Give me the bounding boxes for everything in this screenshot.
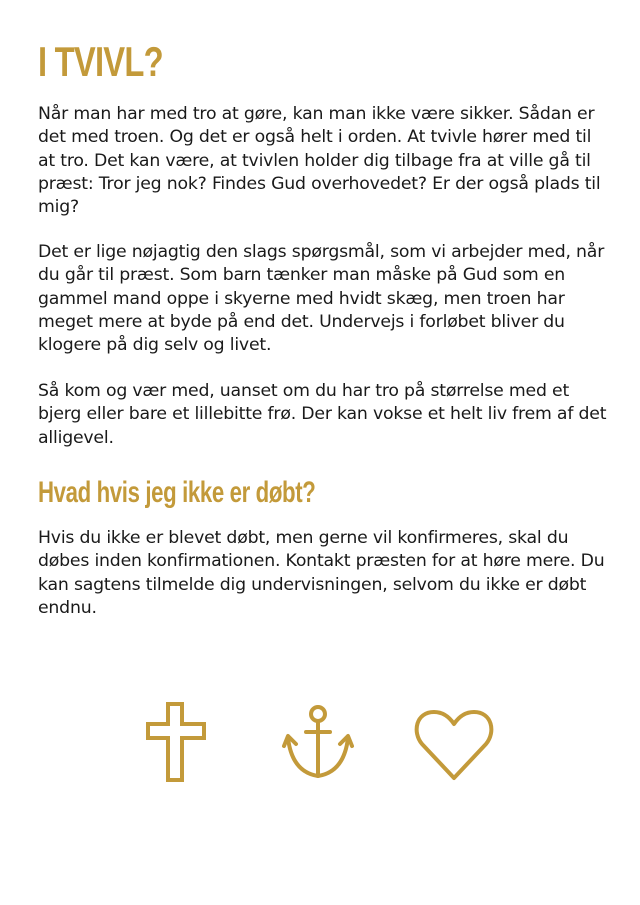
heart-icon <box>412 700 496 784</box>
anchor-icon <box>276 700 360 784</box>
paragraph-baptism: Hvis du ikke er blevet døbt, men gerne vil konfirmeres, skal du døbes inden konfirmationen. Kontakt præsten for at høre mere. Du kan sagtens tilmelde dig undervisningen, selvom du ikke er døbt endnu. <box>38 528 605 618</box>
paragraph-doubt-intro: Når man har med tro at gøre, kan man ikke være sikker. Sådan er det med troen. Og det er også helt i orden. At tvivle hører med til at tro. Det kan være, at tvivlen holder dig tilbage fra at ville gå til præst: Tror jeg nok? Findes Gud overhovedet? Er der også plads til mig? <box>38 104 601 218</box>
cross-icon <box>144 700 208 784</box>
section-title-doubt: I TVIVL? <box>38 38 163 85</box>
symbol-row <box>0 700 640 790</box>
paragraph-invitation: Så kom og vær med, uanset om du har tro på størrelse med et bjerg eller bare et lillebitte frø. Der kan vokse et helt liv frem af det alligevel. <box>38 381 607 448</box>
section-title-baptism: Hvad hvis jeg ikke er døbt? <box>38 476 316 509</box>
paragraph-questions: Det er lige nøjagtig den slags spørgsmål, som vi arbejder med, når du går til præst. Som barn tænker man måske på Gud som en gammel mand oppe i skyerne med hvidt skæg, men troen har meget mere at byde på end det. Undervejs i forløbet bliver du klogere på dig selv og livet. <box>38 242 605 356</box>
